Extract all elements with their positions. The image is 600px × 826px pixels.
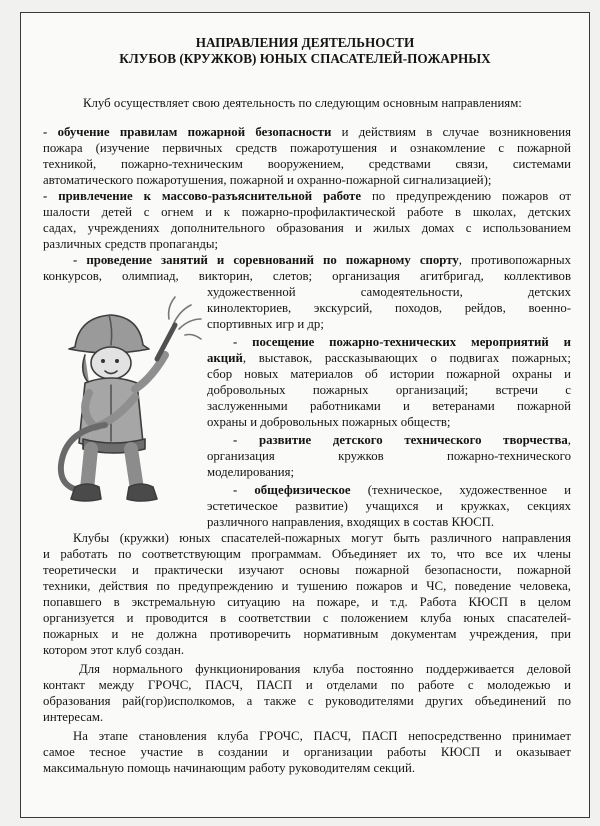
title-line-1: НАПРАВЛЕНИЯ ДЕЯТЕЛЬНОСТИ <box>195 35 415 50</box>
paragraph-1-line-8: котором этот клуб создан. <box>43 643 185 657</box>
paragraph-1-line-4: техники, действия по предупреждению и тушению пожаров и ЧС, поведение человека, <box>43 579 571 593</box>
paragraph-1-line-7: пожарных и не должна противоречить нормативным документам учреждения, при <box>43 627 571 641</box>
direction-1-line-3: техникой, пожарно-техническим вооружением, средствами связи, системами <box>43 157 571 171</box>
direction-3-line-4: кинолекториев, экскурсий, походов, рейдов, военно- <box>207 301 571 315</box>
paragraph-2-line-4: интересам. <box>43 710 104 724</box>
firefighter-illustration <box>45 289 207 511</box>
direction-2-line-2: шалости детей с огнем и к пожарно-профилактической работе в школах, детских <box>43 205 571 219</box>
direction-2-line-1: - привлечение к массово-разъяснительной работе по предупреждению пожаров от <box>43 189 571 203</box>
direction-4-line-4: добровольных пожарных организаций; встречи с <box>207 383 571 397</box>
paragraph-1-line-5: попавшего в экстремальную ситуацию на пожаре, и т.д. Работа КЮСП в целом <box>43 595 571 609</box>
direction-1-line-1: - обучение правилам пожарной безопасности и действиям в случае возникновения <box>43 125 571 139</box>
direction-1-line-2: пожара (изучение первичных средств пожаротушения и ознакомление с пожарной <box>43 141 571 155</box>
paragraph-3-line-1: На этапе становления клуба ГРОЧС, ПАСЧ, ПАСП непосредственно принимает <box>73 729 571 743</box>
document-page <box>20 12 590 818</box>
paragraph-3-line-3: максимальную помощь начинающим работу руководителям секций. <box>43 761 416 775</box>
direction-1-line-4: автоматического пожаротушения, пожарной и охранно-пожарной сигнализацией); <box>43 173 492 187</box>
direction-3-line-1: - проведение занятий и соревнований по пожарному спорту, противопожарных <box>73 253 571 267</box>
direction-4-line-1 <box>233 335 571 351</box>
direction-4-heading: - посещение пожарно-технических мероприятий и <box>233 335 571 349</box>
direction-3-line-2: конкурсов, олимпиад, викторин, слетов; организация агитбригад, коллективов <box>43 269 571 283</box>
intro-line: Клуб осуществляет свою деятельность по следующим основным направлениям: <box>83 96 522 110</box>
direction-2-line-3: садах, учреждениях дополнительного образования и жилых домах с использованием <box>43 221 571 235</box>
direction-4-line-2: акций, выставок, рассказывающих о подвигах пожарных; <box>207 351 571 365</box>
paragraph-1-line-1: Клубы (кружки) юных спасателей-пожарных могут быть различного направления <box>73 531 571 545</box>
paragraph-1-line-2: и работать по соответствующим программам. Объединяет их то, что все их члены <box>43 547 571 561</box>
paragraph-3-line-2: самое тесное участие в создании и организации работы КЮСП и оказывает <box>43 745 571 759</box>
direction-2-heading: - привлечение к массово-разъяснительной работе <box>43 189 362 203</box>
direction-6-line-3: различного направления, входящих в состав КЮСП. <box>207 515 495 529</box>
direction-4-line-5: заслуженными работниками и ветеранами пожарной <box>207 399 571 413</box>
direction-5-heading: - развитие детского технического творчества <box>233 433 568 447</box>
direction-3-heading: - проведение занятий и соревнований по пожарному спорту <box>73 253 459 267</box>
paragraph-2-line-1: Для нормального функционирования клуба постоянно поддерживается деловой <box>79 662 571 676</box>
direction-3-line-5: спортивных игр и др; <box>207 317 324 331</box>
direction-4-line-6: охраны и добровольных пожарных обществ; <box>207 415 451 429</box>
paragraph-1-line-3: теоретически и практически изучают основы пожарной безопасности, пожарной <box>43 563 571 577</box>
paragraph-1-line-6: организуется и проводится в соответствии с положением клуба юных спасателей- <box>43 611 571 625</box>
paragraph-2-line-3: образования рай(гор)исполкомов, а также с руководителями других объединений по <box>43 694 571 708</box>
direction-4-heading-2: акций <box>207 351 243 365</box>
direction-5-line-3: моделирования; <box>207 465 295 479</box>
direction-1-heading: - обучение правилам пожарной безопасности <box>43 125 332 139</box>
direction-2-line-4: различных средств пропаганды; <box>43 237 219 251</box>
direction-6-line-2: эстетическое развитие) учащихся и кружках, секциях <box>207 499 571 513</box>
paragraph-2-line-2: контакт между ГРОЧС, ПАСЧ, ПАСП и отделами по работе с молодежью и <box>43 678 571 692</box>
direction-3-line-3: художественной самодеятельности, детских <box>207 285 571 299</box>
direction-5-line-1: - развитие детского технического творчества, <box>233 433 571 447</box>
direction-6-heading: - общефизическое <box>233 483 351 497</box>
direction-4-line-3: сбор новых материалов об истории пожарной охраны и <box>207 367 571 381</box>
direction-5-line-2: организация кружков пожарно-технического <box>207 449 571 463</box>
document-title <box>21 35 589 67</box>
title-line-2: КЛУБОВ (КРУЖКОВ) ЮНЫХ СПАСАТЕЛЕЙ-ПОЖАРНЫХ <box>119 51 491 66</box>
direction-6-line-1: - общефизическое (техническое, художественное и <box>233 483 572 497</box>
